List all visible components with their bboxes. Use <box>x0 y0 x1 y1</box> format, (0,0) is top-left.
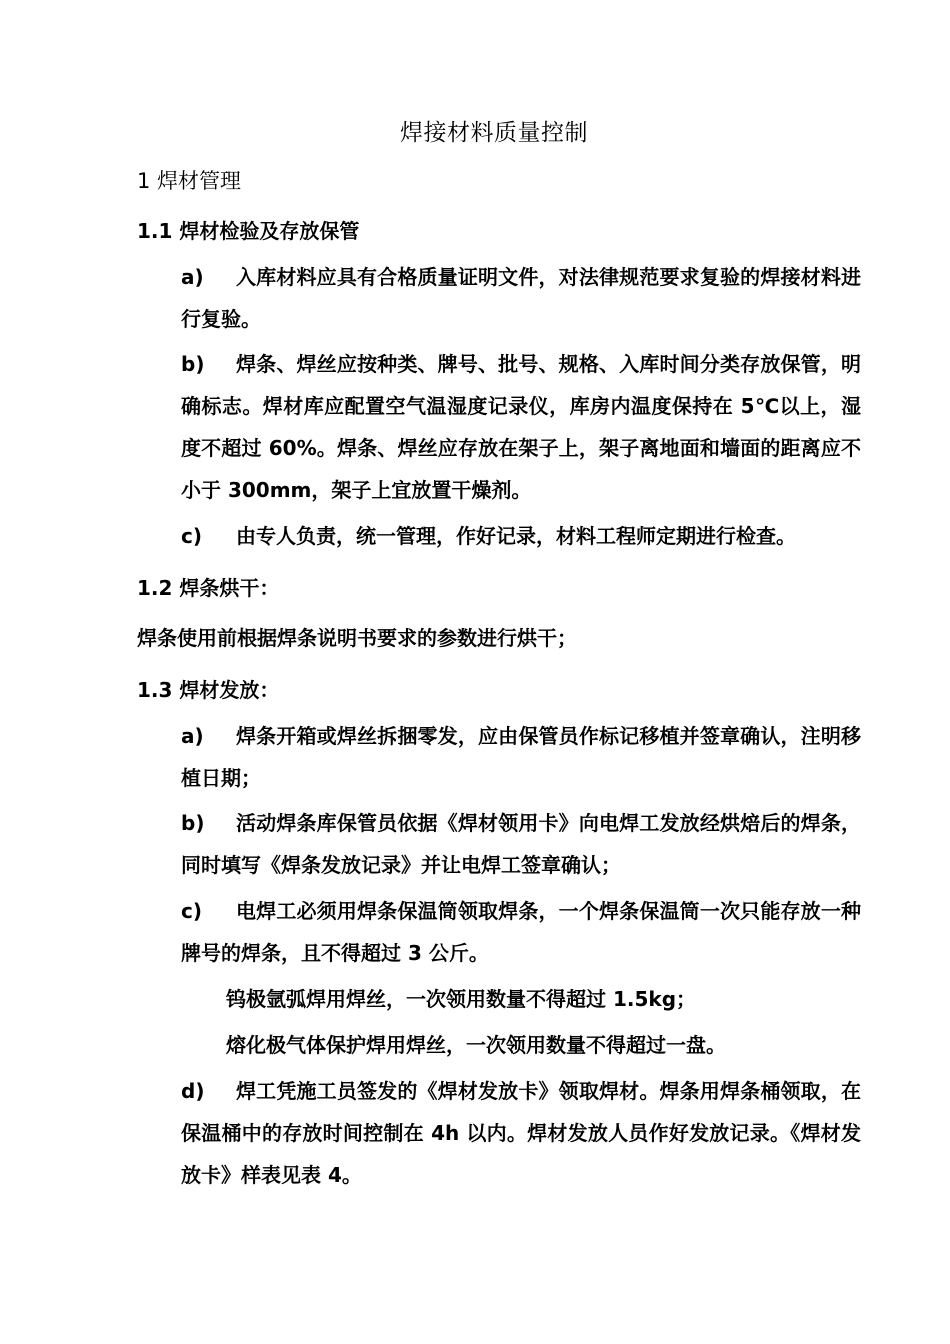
list-item-text: 入库材料应具有合格质量证明文件，对法律规范要求复验的焊接材料进行复验。 <box>181 265 861 331</box>
list-item-text: 电焊工必须用焊条保温筒领取焊条，一个焊条保温筒一次只能存放一种牌号的焊条，且不得超过 3 公斤。 <box>181 899 861 965</box>
list-item-label: b) <box>181 352 205 376</box>
list-item-1-3-d <box>181 1070 861 1196</box>
list-item-1-3-b <box>181 802 861 886</box>
list-item-label: a) <box>181 724 204 748</box>
list-item-label: c) <box>181 524 202 548</box>
list-item-label: b) <box>181 811 205 835</box>
list-item-1-1-a <box>181 256 861 340</box>
list-item-text: 焊条开箱或焊丝拆捆零发，应由保管员作标记移植并签章确认，注明移植日期； <box>181 724 861 790</box>
list-item-text: 焊条、焊丝应按种类、牌号、批号、规格、入库时间分类存放保管，明确标志。焊材库应配置空气温湿度记录仪，库房内温度保持在 5℃以上，湿度不超过 60%。焊条、焊丝应存放在架子上，架子离地面和墙面的距离应不小于 300mm，架子上宜放置干燥剂。 <box>181 352 861 502</box>
subsection-heading-1-2: 1.2 焊条烘干： <box>137 576 280 600</box>
section-heading-1: 1 焊材管理 <box>137 169 242 193</box>
list-item-1-3-c <box>181 890 861 974</box>
list-item-1-1-c <box>181 515 861 557</box>
subsection-heading-1-1: 1.1 焊材检验及存放保管 <box>137 219 360 243</box>
list-item-text: 活动焊条库保管员依据《焊材领用卡》向电焊工发放经烘焙后的焊条，同时填写《焊条发放记录》并让电焊工签章确认； <box>181 811 861 877</box>
list-item-text: 焊工凭施工员签发的《焊材发放卡》领取焊材。焊条用焊条桶领取，在保温桶中的存放时间控制在 4h 以内。焊材发放人员作好发放记录。《焊材发放卡》样表见表 4。 <box>181 1079 861 1187</box>
subsection-heading-1-3: 1.3 焊材发放： <box>137 678 280 702</box>
list-item-label: a) <box>181 265 204 289</box>
list-item-1-1-b <box>181 343 861 511</box>
paragraph-1-2: 焊条使用前根据焊条说明书要求的参数进行烘干； <box>137 626 577 650</box>
list-item-text: 由专人负责，统一管理，作好记录，材料工程师定期进行检查。 <box>236 524 796 548</box>
document-title: 焊接材料质量控制 <box>400 120 588 146</box>
indented-note-2: 熔化极气体保护焊用焊丝，一次领用数量不得超过一盘。 <box>226 1033 726 1057</box>
list-item-1-3-a <box>181 715 861 799</box>
list-item-label: c) <box>181 899 202 923</box>
indented-note-1: 钨极氩弧焊用焊丝，一次领用数量不得超过 1.5kg； <box>226 987 697 1011</box>
list-item-label: d) <box>181 1079 205 1103</box>
